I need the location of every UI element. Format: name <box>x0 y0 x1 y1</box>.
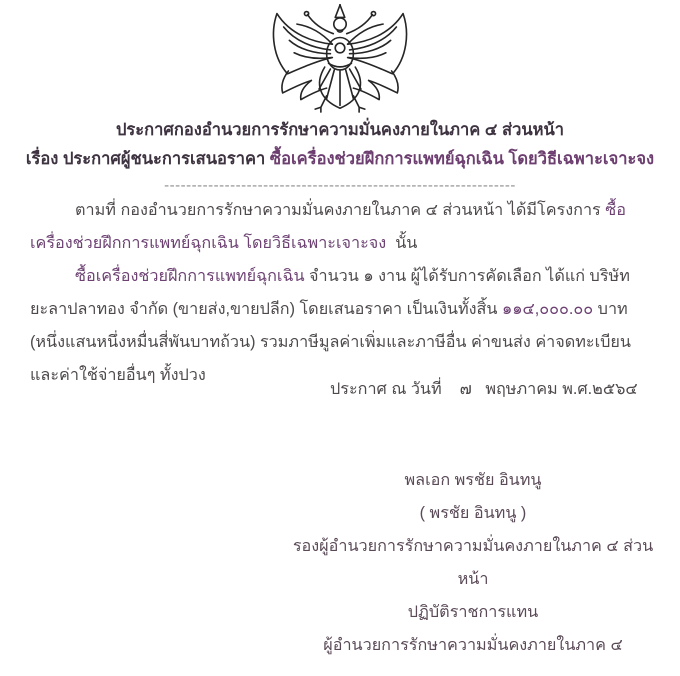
emblem-container <box>0 4 680 114</box>
para2-winner-text: จำนวน ๑ งาน ผู้ได้รับการคัดเลือก ได้แก่ บริษัท ยะลาปลาทอง จำกัด (ขายส่ง,ขายปลีก) โดยเสนอราคา เป็นเงินทั้งสิ้น <box>30 267 635 318</box>
title-line1: ประกาศกองอำนวยการรักษาความมั่นคงภายในภาค ๔ ส่วนหน้า <box>115 121 565 139</box>
para2-amount-words: บาท (หนึ่งแสนหนึ่งหมื่นสี่พันบาทถ้วน) รวมภาษีมูลค่าเพิ่มและภาษีอื่น ค่าขนส่ง ค่าจดทะเบียน และค่าใช้จ่ายอื่นๆ ทั้งปวง <box>30 300 636 384</box>
announcement-date: ประกาศ ณ วันที่ ๗ พฤษภาคม พ.ศ.๒๕๖๔ <box>330 380 638 398</box>
paragraph-award <box>30 260 652 392</box>
para1-project-name: ซื้อเครื่องช่วยฝึกการแพทย์ฉุกเฉิน โดยวิธีเฉพาะเจาะจง <box>30 201 626 252</box>
dashed-separator: ---------------------------------------------------------------- <box>164 177 516 194</box>
para1-text: ตามที่ กองอำนวยการรักษาความมั่นคงภายในภาค ๔ ส่วนหน้า ได้มีโครงการ <box>75 201 606 219</box>
signer-name-parenthesized: ( พรชัย อินทนู ) <box>419 504 527 522</box>
signature-block <box>278 464 668 662</box>
para2-amount: ๑๑๔,๐๐๐.๐๐ <box>501 300 594 318</box>
subject-prefix: เรื่อง ประกาศผู้ชนะการเสนอราคา <box>25 150 270 168</box>
subject-project-name: ซื้อเครื่องช่วยฝึกการแพทย์ฉุกเฉิน โดยวิธีเฉพาะเจาะจง <box>269 150 655 168</box>
para1-closing: นั้น <box>386 234 418 252</box>
signer-name: พลเอก พรชัย อินทนู <box>404 471 542 489</box>
para2-project-name: ซื้อเครื่องช่วยฝึกการแพทย์ฉุกเฉิน <box>75 267 305 285</box>
signer-position-line3: ผู้อำนวยการรักษาความมั่นคงภายในภาค ๔ <box>323 636 623 654</box>
paragraph-reference <box>30 194 652 260</box>
document-title-block <box>0 116 680 174</box>
signer-position-line1: รองผู้อำนวยการรักษาความมั่นคงภายในภาค ๔ ส่วนหน้า <box>292 537 654 588</box>
subject-line <box>0 145 680 174</box>
document-body <box>30 194 652 392</box>
signer-position-line2: ปฏิบัติราชการแทน <box>407 603 539 621</box>
garuda-emblem-icon <box>254 4 426 114</box>
